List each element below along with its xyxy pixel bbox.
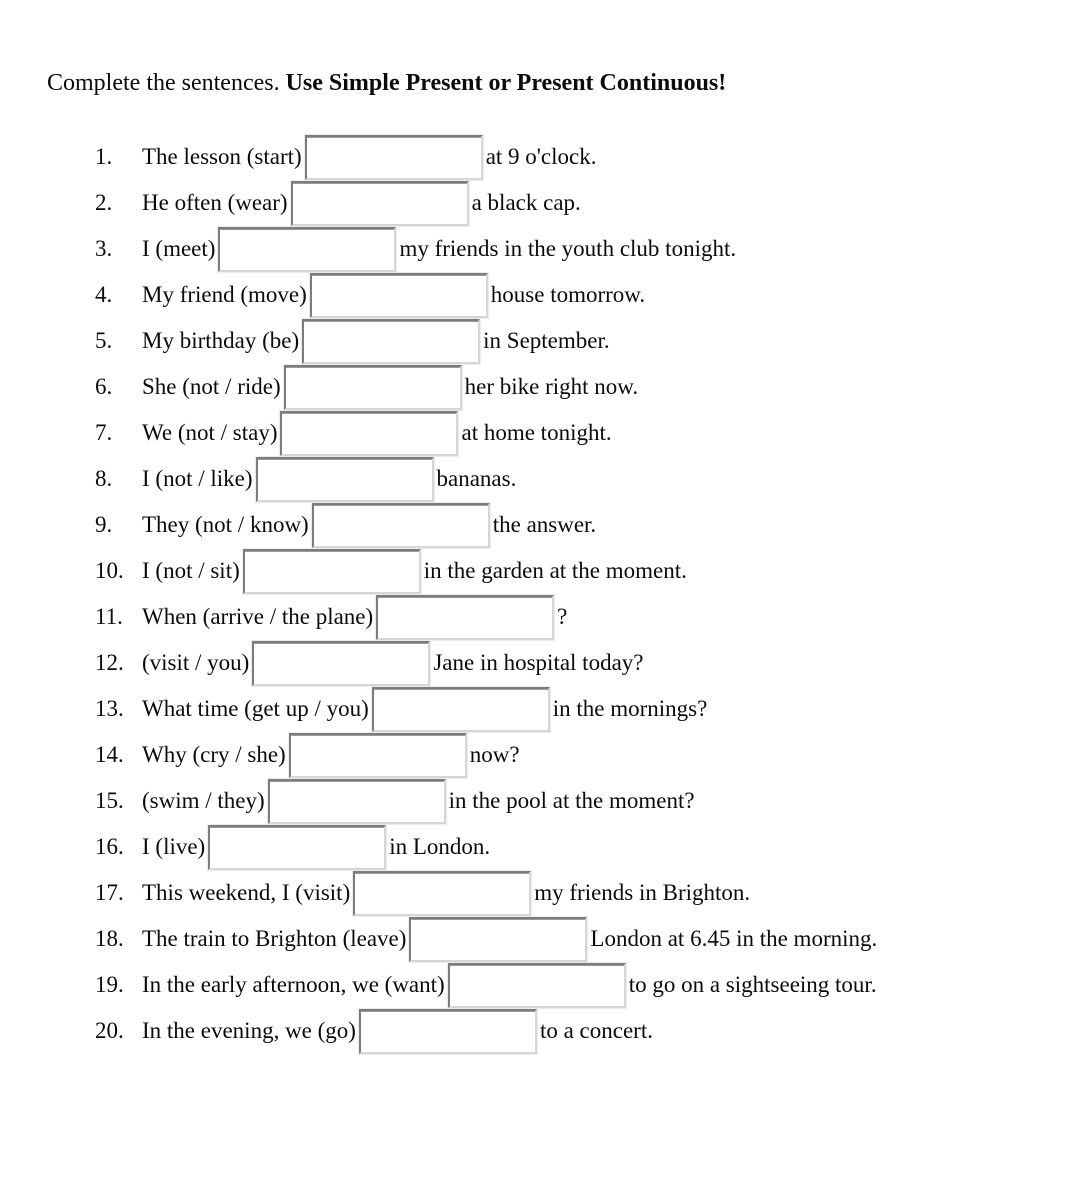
sentence-pre-text: We (not / stay) — [142, 420, 278, 445]
sentence-post-text: London at 6.45 in the morning. — [590, 926, 878, 951]
sentence-post-text: in London. — [389, 834, 491, 859]
answer-input-15[interactable] — [268, 779, 446, 824]
sentence-post-text: the answer. — [492, 512, 597, 537]
sentence-pre-text: My birthday (be) — [142, 328, 300, 353]
sentence-post-text: now? — [469, 742, 520, 767]
sentence-row-7 — [95, 410, 877, 456]
answer-input-20[interactable] — [359, 1009, 537, 1054]
item-number: 11. — [95, 604, 123, 629]
answer-input-18[interactable] — [409, 917, 587, 962]
sentence-post-text: Jane in hospital today? — [433, 650, 644, 675]
sentence-row-9 — [95, 502, 877, 548]
sentence-pre-text: I (live) — [142, 834, 206, 859]
sentence-row-5 — [95, 318, 877, 364]
answer-input-19[interactable] — [448, 963, 626, 1008]
sentence-row-3 — [95, 226, 877, 272]
answer-input-10[interactable] — [243, 549, 421, 594]
sentence-pre-text: The train to Brighton (leave) — [142, 926, 407, 951]
item-number: 18. — [95, 926, 124, 951]
sentence-post-text: my friends in the youth club tonight. — [399, 236, 737, 261]
sentence-pre-text: (swim / they) — [142, 788, 265, 813]
sentence-row-11 — [95, 594, 877, 640]
sentence-post-text: in the mornings? — [552, 696, 708, 721]
sentence-row-12 — [95, 640, 877, 686]
sentence-post-text: my friends in Brighton. — [534, 880, 751, 905]
item-number: 4. — [95, 282, 113, 307]
answer-input-16[interactable] — [208, 825, 386, 870]
sentence-pre-text: I (meet) — [142, 236, 216, 261]
sentence-post-text: bananas. — [436, 466, 517, 491]
instruction-bold-text: Use Simple Present or Present Continuous! — [285, 70, 727, 96]
answer-input-13[interactable] — [372, 687, 550, 732]
sentence-pre-text: I (not / sit) — [142, 558, 240, 583]
sentence-pre-text: What time (get up / you) — [142, 696, 369, 721]
answer-input-6[interactable] — [284, 365, 462, 410]
answer-input-12[interactable] — [252, 641, 430, 686]
sentence-pre-text: (visit / you) — [142, 650, 250, 675]
item-number: 15. — [95, 788, 124, 813]
sentence-post-text: house tomorrow. — [490, 282, 646, 307]
item-number: 2. — [95, 190, 113, 215]
sentence-row-19 — [95, 962, 877, 1008]
item-number: 20. — [95, 1018, 124, 1043]
sentence-post-text: to go on a sightseeing tour. — [628, 972, 877, 997]
sentence-pre-text: In the evening, we (go) — [142, 1018, 356, 1043]
item-number: 17. — [95, 880, 124, 905]
sentence-pre-text: Why (cry / she) — [142, 742, 286, 767]
sentence-row-6 — [95, 364, 877, 410]
sentence-row-10 — [95, 548, 877, 594]
item-number: 7. — [95, 420, 113, 445]
sentence-post-text: in September. — [483, 328, 610, 353]
sentence-list — [95, 134, 877, 1054]
answer-input-17[interactable] — [353, 871, 531, 916]
sentence-pre-text: In the early afternoon, we (want) — [142, 972, 445, 997]
sentence-row-13 — [95, 686, 877, 732]
sentence-row-20 — [95, 1008, 877, 1054]
item-number: 9. — [95, 512, 113, 537]
sentence-post-text: in the garden at the moment. — [423, 558, 687, 583]
item-number: 14. — [95, 742, 124, 767]
sentence-row-14 — [95, 732, 877, 778]
sentence-pre-text: My friend (move) — [142, 282, 307, 307]
sentence-row-15 — [95, 778, 877, 824]
answer-input-8[interactable] — [256, 457, 434, 502]
sentence-post-text: at 9 o'clock. — [485, 144, 597, 169]
item-number: 12. — [95, 650, 124, 675]
answer-input-9[interactable] — [312, 503, 490, 548]
sentence-row-17 — [95, 870, 877, 916]
answer-input-2[interactable] — [291, 181, 469, 226]
answer-input-14[interactable] — [289, 733, 467, 778]
sentence-row-8 — [95, 456, 877, 502]
item-number: 5. — [95, 328, 113, 353]
instruction-normal-text: Complete the sentences. — [47, 70, 286, 96]
item-number: 8. — [95, 466, 113, 491]
item-number: 19. — [95, 972, 124, 997]
answer-input-1[interactable] — [305, 135, 483, 180]
sentence-post-text: a black cap. — [471, 190, 581, 215]
answer-input-4[interactable] — [310, 273, 488, 318]
sentence-row-2 — [95, 180, 877, 226]
answer-input-5[interactable] — [302, 319, 480, 364]
sentence-row-18 — [95, 916, 877, 962]
sentence-row-1 — [95, 134, 877, 180]
sentence-pre-text: I (not / like) — [142, 466, 253, 491]
sentence-row-16 — [95, 824, 877, 870]
sentence-pre-text: The lesson (start) — [142, 144, 302, 169]
sentence-post-text: to a concert. — [539, 1018, 653, 1043]
sentence-pre-text: He often (wear) — [142, 190, 288, 215]
worksheet-instruction — [47, 70, 726, 97]
answer-input-3[interactable] — [218, 227, 396, 272]
item-number: 1. — [95, 144, 113, 169]
sentence-pre-text: This weekend, I (visit) — [142, 880, 351, 905]
item-number: 3. — [95, 236, 113, 261]
sentence-pre-text: When (arrive / the plane) — [142, 604, 374, 629]
item-number: 6. — [95, 374, 113, 399]
sentence-row-4 — [95, 272, 877, 318]
item-number: 13. — [95, 696, 124, 721]
sentence-pre-text: She (not / ride) — [142, 374, 281, 399]
sentence-post-text: her bike right now. — [464, 374, 639, 399]
sentence-post-text: at home tonight. — [461, 420, 612, 445]
item-number: 10. — [95, 558, 124, 583]
item-number: 16. — [95, 834, 124, 859]
answer-input-7[interactable] — [280, 411, 458, 456]
answer-input-11[interactable] — [376, 595, 554, 640]
sentence-post-text: in the pool at the moment? — [448, 788, 695, 813]
sentence-pre-text: They (not / know) — [142, 512, 309, 537]
sentence-post-text: ? — [557, 604, 568, 629]
